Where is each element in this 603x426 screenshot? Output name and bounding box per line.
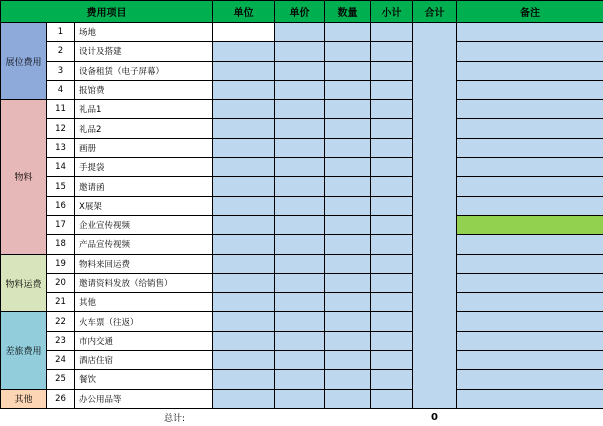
unit-cell[interactable] xyxy=(213,100,275,119)
row-number[interactable]: 25 xyxy=(47,370,75,389)
table-row xyxy=(1,351,603,370)
subtotal-cell[interactable] xyxy=(371,80,413,99)
item-name[interactable]: 手提袋 xyxy=(75,158,213,177)
table-row xyxy=(1,119,603,138)
qty-cell[interactable] xyxy=(325,331,371,350)
note-cell[interactable] xyxy=(457,389,603,408)
qty-cell[interactable] xyxy=(325,254,371,273)
row-number[interactable]: 20 xyxy=(47,273,75,292)
table-row xyxy=(1,273,603,292)
qty-cell[interactable] xyxy=(325,196,371,215)
item-name[interactable]: 场地 xyxy=(75,23,213,42)
note-cell[interactable] xyxy=(457,42,603,61)
note-cell[interactable] xyxy=(457,293,603,312)
note-cell[interactable] xyxy=(457,100,603,119)
price-cell[interactable] xyxy=(275,331,325,350)
price-cell[interactable] xyxy=(275,273,325,292)
unit-cell[interactable] xyxy=(213,351,275,370)
price-cell[interactable] xyxy=(275,293,325,312)
qty-cell[interactable] xyxy=(325,158,371,177)
unit-cell[interactable] xyxy=(213,312,275,331)
subtotal-cell[interactable] xyxy=(371,100,413,119)
header-unit[interactable]: 单位 xyxy=(213,1,275,23)
row-number[interactable]: 14 xyxy=(47,158,75,177)
qty-cell[interactable] xyxy=(325,80,371,99)
subtotal-cell[interactable] xyxy=(371,331,413,350)
item-name[interactable]: 酒店住宿 xyxy=(75,351,213,370)
table-row xyxy=(1,100,603,119)
row-number[interactable]: 18 xyxy=(47,235,75,254)
row-number[interactable]: 22 xyxy=(47,312,75,331)
price-cell[interactable] xyxy=(275,370,325,389)
subtotal-cell[interactable] xyxy=(371,42,413,61)
unit-cell[interactable] xyxy=(213,215,275,234)
unit-cell[interactable] xyxy=(213,42,275,61)
qty-cell[interactable] xyxy=(325,100,371,119)
table-row xyxy=(1,42,603,61)
qty-cell[interactable] xyxy=(325,215,371,234)
price-cell[interactable] xyxy=(275,61,325,80)
unit-cell[interactable] xyxy=(213,196,275,215)
subtotal-cell[interactable] xyxy=(371,312,413,331)
row-number[interactable]: 12 xyxy=(47,119,75,138)
unit-cell[interactable] xyxy=(213,177,275,196)
table-row xyxy=(1,177,603,196)
unit-cell[interactable] xyxy=(213,235,275,254)
unit-cell[interactable] xyxy=(213,80,275,99)
table-row xyxy=(1,312,603,331)
table-row xyxy=(1,196,603,215)
unit-cell[interactable] xyxy=(213,61,275,80)
row-number[interactable]: 4 xyxy=(47,80,75,99)
table-row xyxy=(1,80,603,99)
header-item[interactable]: 费用项目 xyxy=(1,1,213,23)
row-number[interactable]: 16 xyxy=(47,196,75,215)
category-cell[interactable]: 差旅费用 xyxy=(1,312,47,389)
footer-total-value[interactable]: 0 xyxy=(413,408,457,426)
qty-cell[interactable] xyxy=(325,312,371,331)
subtotal-cell[interactable] xyxy=(371,235,413,254)
qty-cell[interactable] xyxy=(325,119,371,138)
unit-cell[interactable] xyxy=(213,370,275,389)
item-name[interactable]: 画册 xyxy=(75,138,213,157)
note-cell[interactable] xyxy=(457,23,603,42)
unit-cell[interactable] xyxy=(213,254,275,273)
note-cell[interactable] xyxy=(457,370,603,389)
price-cell[interactable] xyxy=(275,80,325,99)
note-cell[interactable] xyxy=(457,196,603,215)
price-cell[interactable] xyxy=(275,196,325,215)
item-name[interactable]: 礼品2 xyxy=(75,119,213,138)
category-cell[interactable]: 物料 xyxy=(1,100,47,254)
subtotal-cell[interactable] xyxy=(371,370,413,389)
subtotal-cell[interactable] xyxy=(371,23,413,42)
note-cell[interactable] xyxy=(457,273,603,292)
table-row xyxy=(1,293,603,312)
footer-spacer xyxy=(1,408,75,426)
qty-cell[interactable] xyxy=(325,42,371,61)
qty-cell[interactable] xyxy=(325,23,371,42)
subtotal-cell[interactable] xyxy=(371,389,413,408)
note-cell[interactable] xyxy=(457,235,603,254)
header-price[interactable]: 单价 xyxy=(275,1,325,23)
note-cell[interactable] xyxy=(457,312,603,331)
item-name[interactable]: 物料来回运费 xyxy=(75,254,213,273)
category-cell[interactable]: 展位费用 xyxy=(1,23,47,100)
row-number[interactable]: 15 xyxy=(47,177,75,196)
note-cell[interactable] xyxy=(457,61,603,80)
unit-cell[interactable] xyxy=(213,273,275,292)
price-cell[interactable] xyxy=(275,23,325,42)
price-cell[interactable] xyxy=(275,119,325,138)
item-name[interactable]: 报馆费 xyxy=(75,80,213,99)
subtotal-cell[interactable] xyxy=(371,196,413,215)
price-cell[interactable] xyxy=(275,177,325,196)
price-cell[interactable] xyxy=(275,42,325,61)
row-number[interactable]: 2 xyxy=(47,42,75,61)
item-name[interactable]: 市内交通 xyxy=(75,331,213,350)
price-cell[interactable] xyxy=(275,254,325,273)
subtotal-cell[interactable] xyxy=(371,158,413,177)
table-row xyxy=(1,61,603,80)
row-number[interactable]: 11 xyxy=(47,100,75,119)
price-cell[interactable] xyxy=(275,138,325,157)
item-name[interactable]: 设计及搭建 xyxy=(75,42,213,61)
unit-cell[interactable] xyxy=(213,23,275,42)
price-cell[interactable] xyxy=(275,100,325,119)
qty-cell[interactable] xyxy=(325,61,371,80)
item-name[interactable]: 邀请函 xyxy=(75,177,213,196)
price-cell[interactable] xyxy=(275,389,325,408)
unit-cell[interactable] xyxy=(213,158,275,177)
row-number[interactable]: 26 xyxy=(47,389,75,408)
price-cell[interactable] xyxy=(275,351,325,370)
subtotal-cell[interactable] xyxy=(371,351,413,370)
header-row xyxy=(1,1,603,23)
table-row xyxy=(1,23,603,42)
qty-cell[interactable] xyxy=(325,273,371,292)
category-cell[interactable]: 物料运费 xyxy=(1,254,47,312)
unit-cell[interactable] xyxy=(213,138,275,157)
item-name[interactable]: X展架 xyxy=(75,196,213,215)
item-name[interactable]: 产品宣传视频 xyxy=(75,235,213,254)
table-row xyxy=(1,389,603,408)
note-cell[interactable] xyxy=(457,158,603,177)
subtotal-cell[interactable] xyxy=(371,273,413,292)
table-row xyxy=(1,215,603,234)
table-row xyxy=(1,331,603,350)
subtotal-cell[interactable] xyxy=(371,254,413,273)
note-cell[interactable] xyxy=(457,177,603,196)
item-name[interactable]: 其他 xyxy=(75,293,213,312)
footer-spacer xyxy=(275,408,413,426)
footer-spacer xyxy=(457,408,603,426)
unit-cell[interactable] xyxy=(213,389,275,408)
footer-row xyxy=(1,408,603,426)
price-cell[interactable] xyxy=(275,158,325,177)
unit-cell[interactable] xyxy=(213,293,275,312)
table-row xyxy=(1,158,603,177)
header-total[interactable]: 合计 xyxy=(413,1,457,23)
note-cell[interactable] xyxy=(457,254,603,273)
table-row xyxy=(1,370,603,389)
item-name[interactable]: 火车票（往返） xyxy=(75,312,213,331)
row-number[interactable]: 23 xyxy=(47,331,75,350)
unit-cell[interactable] xyxy=(213,331,275,350)
note-cell[interactable] xyxy=(457,119,603,138)
row-number[interactable]: 17 xyxy=(47,215,75,234)
note-cell[interactable] xyxy=(457,138,603,157)
item-name[interactable]: 办公用品等 xyxy=(75,389,213,408)
row-number[interactable]: 19 xyxy=(47,254,75,273)
row-number[interactable]: 1 xyxy=(47,23,75,42)
note-cell[interactable] xyxy=(457,351,603,370)
qty-cell[interactable] xyxy=(325,177,371,196)
subtotal-cell[interactable] xyxy=(371,61,413,80)
table-row xyxy=(1,254,603,273)
category-cell[interactable]: 其他 xyxy=(1,389,47,408)
qty-cell[interactable] xyxy=(325,138,371,157)
header-qty[interactable]: 数量 xyxy=(325,1,371,23)
subtotal-cell[interactable] xyxy=(371,215,413,234)
qty-cell[interactable] xyxy=(325,370,371,389)
footer-total-label: 总计: xyxy=(75,408,275,426)
header-note[interactable]: 备注 xyxy=(457,1,603,23)
subtotal-cell[interactable] xyxy=(371,119,413,138)
row-number[interactable]: 13 xyxy=(47,138,75,157)
row-number[interactable]: 3 xyxy=(47,61,75,80)
note-cell[interactable] xyxy=(457,80,603,99)
item-name[interactable]: 礼品1 xyxy=(75,100,213,119)
row-number[interactable]: 21 xyxy=(47,293,75,312)
item-name[interactable]: 设备租赁（电子屏幕） xyxy=(75,61,213,80)
item-name[interactable]: 餐饮 xyxy=(75,370,213,389)
table-row xyxy=(1,235,603,254)
header-subtotal[interactable]: 小计 xyxy=(371,1,413,23)
unit-cell[interactable] xyxy=(213,119,275,138)
qty-cell[interactable] xyxy=(325,389,371,408)
total-cell[interactable] xyxy=(413,23,457,409)
subtotal-cell[interactable] xyxy=(371,177,413,196)
subtotal-cell[interactable] xyxy=(371,138,413,157)
table-row xyxy=(1,138,603,157)
note-cell[interactable] xyxy=(457,331,603,350)
price-cell[interactable] xyxy=(275,235,325,254)
price-cell[interactable] xyxy=(275,312,325,331)
qty-cell[interactable] xyxy=(325,235,371,254)
subtotal-cell[interactable] xyxy=(371,293,413,312)
note-cell[interactable] xyxy=(457,215,603,234)
item-name[interactable]: 企业宣传视频 xyxy=(75,215,213,234)
price-cell[interactable] xyxy=(275,215,325,234)
qty-cell[interactable] xyxy=(325,293,371,312)
qty-cell[interactable] xyxy=(325,351,371,370)
row-number[interactable]: 24 xyxy=(47,351,75,370)
item-name[interactable]: 邀请资料发放（给销售） xyxy=(75,273,213,292)
